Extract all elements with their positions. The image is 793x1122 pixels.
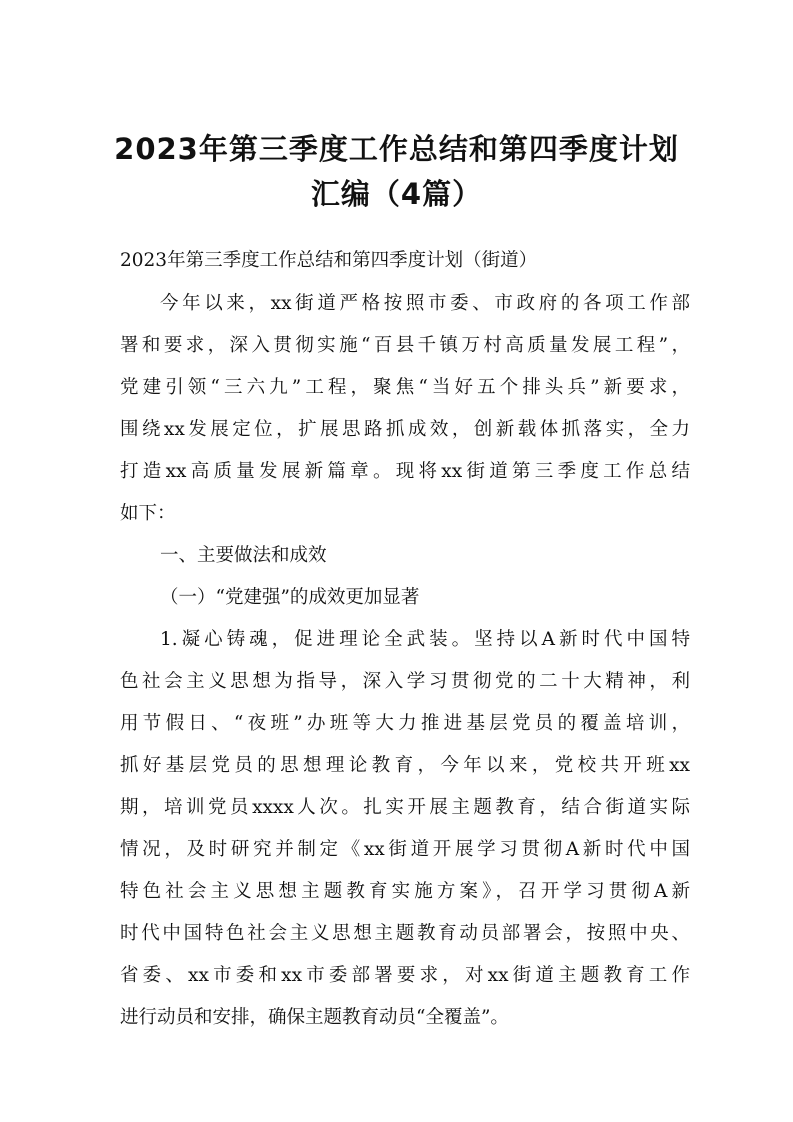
paragraph-line: 特色社会主义思想主题教育实施方案》，召开学习贯彻A新 — [120, 881, 690, 902]
paragraph-line: 抓好基层党员的思想理论教育，今年以来，党校共开班xx — [120, 755, 690, 776]
section-subtitle: 2023年第三季度工作总结和第四季度计划（街道） — [120, 250, 538, 271]
paragraph-line: 时代中国特色社会主义思想主题教育动员部署会，按照中央、 — [120, 923, 690, 944]
document-title-line-1: 2023年第三季度工作总结和第四季度计划 — [114, 132, 679, 166]
paragraph-line: 围绕xx发展定位，扩展思路抓成效，创新载体抓落实，全力 — [120, 419, 690, 440]
paragraph-line: 如下： — [120, 503, 176, 524]
paragraph-line: 打造xx高质量发展新篇章。现将xx街道第三季度工作总结 — [120, 461, 690, 482]
paragraph-line: 今年以来，xx街道严格按照市委、市政府的各项工作部 — [160, 293, 690, 314]
heading-level-2: （一）“党建强”的成效更加显著 — [160, 587, 420, 608]
paragraph-line: 用节假日、“夜班”办班等大力推进基层党员的覆盖培训， — [120, 713, 690, 734]
paragraph-line: 署和要求，深入贯彻实施“百县千镇万村高质量发展工程”， — [120, 335, 690, 356]
paragraph-line: 进行动员和安排，确保主题教育动员“全覆盖”。 — [120, 1007, 509, 1028]
document-title-line-2: 汇编（4篇） — [310, 177, 483, 211]
heading-level-1: 一、主要做法和成效 — [160, 545, 327, 566]
paragraph-line: 省委、xx市委和xx市委部署要求，对xx街道主题教育工作 — [120, 965, 690, 986]
paragraph-line: 党建引领“三六九”工程，聚焦“当好五个排头兵”新要求， — [120, 377, 690, 398]
paragraph-line: 期，培训党员xxxx人次。扎实开展主题教育，结合街道实际 — [120, 797, 690, 818]
paragraph-line: 1.凝心铸魂，促进理论全武装。坚持以A新时代中国特 — [160, 629, 690, 650]
paragraph-line: 色社会主义思想为指导，深入学习贯彻党的二十大精神，利 — [120, 671, 690, 692]
paragraph-line: 情况，及时研究并制定《xx街道开展学习贯彻A新时代中国 — [120, 839, 690, 860]
